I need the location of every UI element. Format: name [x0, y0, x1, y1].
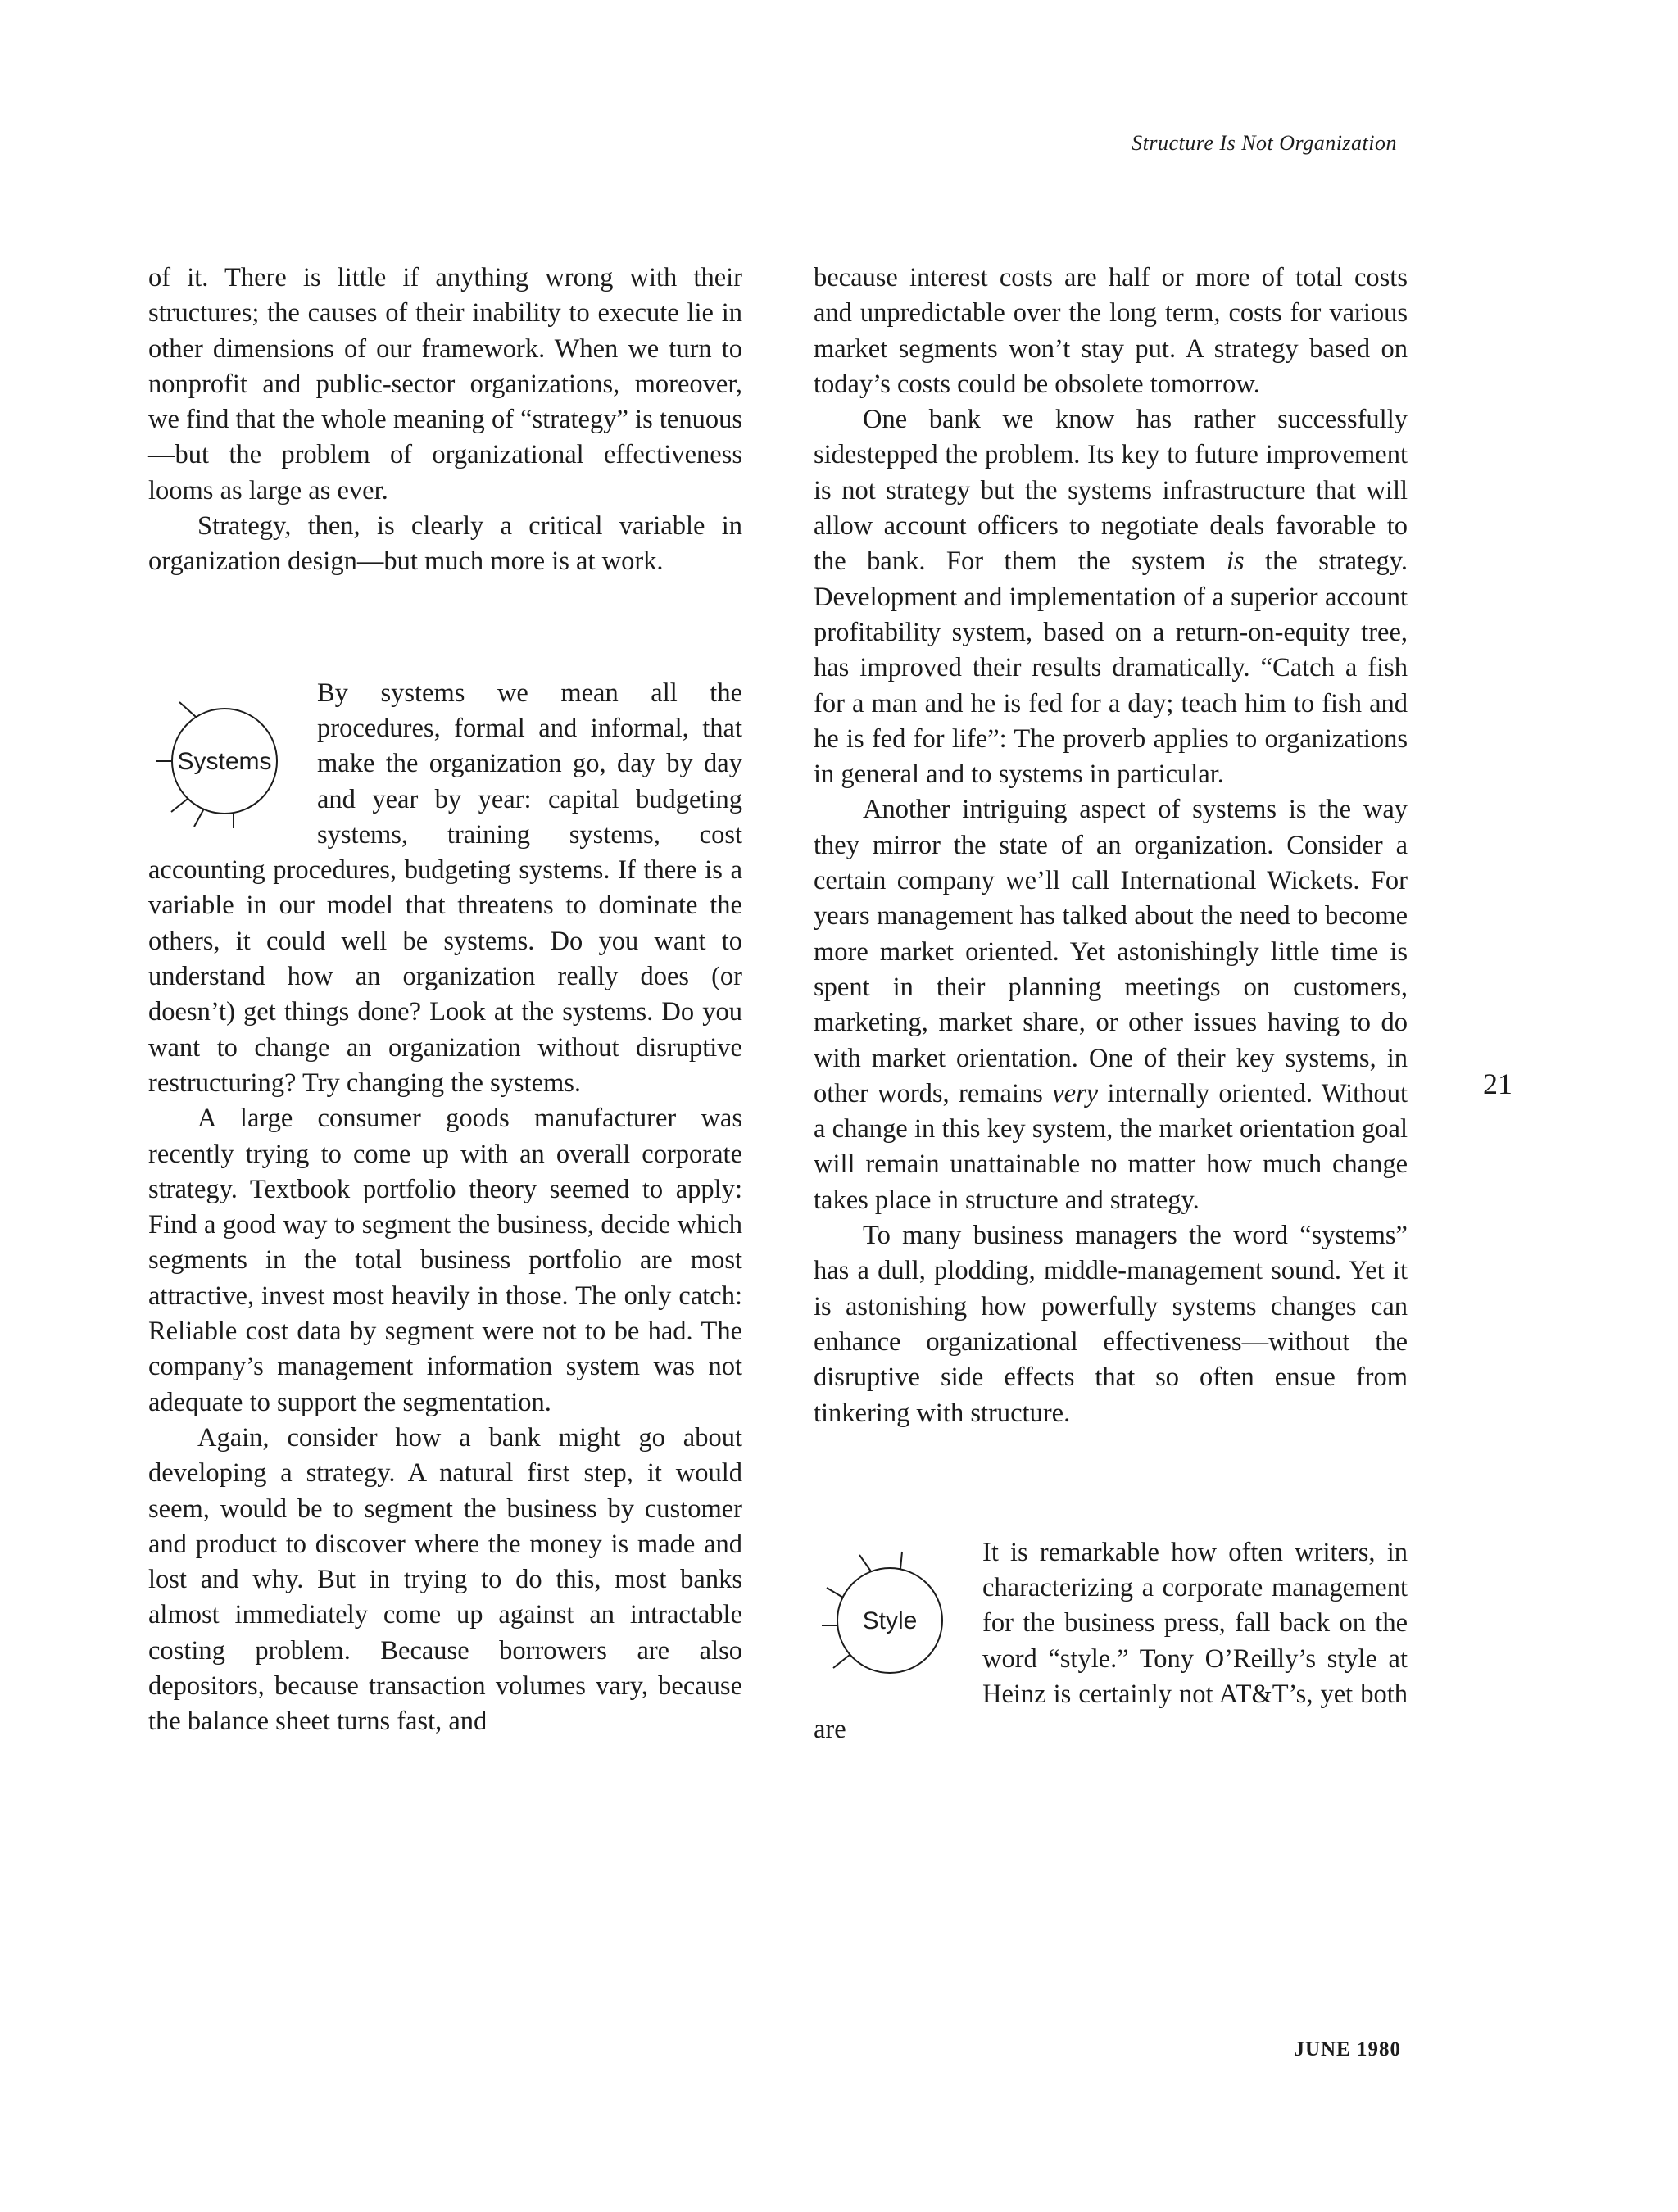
systems-section-text: By systems we mean all the procedures, formal and informal, that make the organization go, day by day and year by year: capital budgeting systems, training systems, cost accounting procedures, budgeting systems. If there is a variable in our model that threatens to dominate the others, it could well be systems. Do you want to understand how an organization really does (or doesn’t) get things done? Look at the systems. Do you want to change an organization without disruptive restructuring? Try changing the systems.: [148, 678, 742, 1098]
page-number: 21: [1483, 1067, 1512, 1100]
left-paragraph-2: Strategy, then, is clearly a critical variable in organization design—but much more is at work.: [148, 511, 742, 577]
left-paragraph-1: of it. There is little if anything wrong with their structures; the causes of their inability to execute lie in other dimensions of our framework. When we turn to nonprofit and public-sector organizations, moreover, we find that the whole meaning of “strategy” is tenuous—but the problem of organizational effectiveness looms as large as ever.: [148, 263, 742, 505]
left-paragraph-4: A large consumer goods manufacturer was recently trying to come up with an overall corporate strategy. Textbook portfolio theory seemed to apply: Find a good way to segment the business, decide which segments in the total business portfolio are most attractive, invest most heavily in those. The only catch: Reliable cost data by segment were not to be had. The company’s management information system was not adequate to support the segmentation.: [148, 1104, 742, 1417]
left-column: [148, 261, 742, 1740]
emphasis-is: is: [1226, 546, 1245, 577]
emphasis-very: very: [1052, 1078, 1099, 1108]
style-icon-label: Style: [862, 1607, 918, 1634]
style-section-icon: [804, 1540, 976, 1704]
section-gap: [814, 1431, 1408, 1535]
left-paragraph-5: Again, consider how a bank might go about developing a strategy. A natural first step, it would seem, would be to segment the business by customer and product to discover where the money is made and lost and why. But in trying to do this, most banks almost immediately come up against an intractable costing problem. Because borrowers are also depositors, because transaction volumes vary, because the balance sheet turns fast, and: [148, 1422, 742, 1737]
style-section-text: It is remarkable how often writers, in characterizing a corporate management for the business press, fall back on the word “style.” Tony O’Reilly’s style at Heinz is certainly not AT&T’s, yet both are: [814, 1537, 1408, 1745]
right-paragraph-1: because interest costs are half or more of total costs and unpredictable over the long term, costs for various market segments won’t stay put. A strategy based on today’s costs could be obsolete tomorrow.: [814, 263, 1408, 399]
right-paragraph-4: To many business managers the word “systems” has a dull, plodding, middle-management sound. Yet it is astonishing how powerfully systems changes can enhance organizational effectiveness—without the disruptive side effects that so often ensue from tinkering with structure.: [814, 1221, 1408, 1428]
systems-section-icon: [138, 681, 311, 845]
right-paragraph-3-text-b: internally oriented. Without a change in this key system, the market orientation goal will remain unattainable no matter how much change takes place in structure and strategy.: [814, 1078, 1408, 1215]
style-section-paragraph: [814, 1535, 1408, 1748]
right-paragraph-2-text-a: One bank we know has rather successfully sidestepped the problem. Its key to future improvement is not strategy but the systems infrastructure that will allow account officers to negotiate deals favorable to the bank. For them the system: [814, 405, 1408, 577]
systems-section-paragraph: [148, 676, 742, 1102]
right-paragraph-2: [814, 402, 1408, 792]
systems-icon-label: Systems: [177, 747, 272, 775]
right-column: [814, 261, 1408, 1748]
right-paragraph-3-text-a: Another intriguing aspect of systems is the way they mirror the state of an organization. Consider a certain company we’ll call International Wickets. For years management has talked about the need to become more market oriented. Yet astonishingly little time is spent in their planning meetings on customers, marketing, market share, or other issues having to do with market orientation. One of their key systems, in other words, remains: [814, 795, 1408, 1108]
section-gap: [148, 580, 742, 676]
running-head: Structure Is Not Organization: [1132, 131, 1397, 155]
issue-folio: JUNE 1980: [1294, 2038, 1401, 2060]
right-paragraph-3: [814, 792, 1408, 1218]
right-paragraph-2-text-b: the strategy. Development and implementation of a superior account profitability system, based on a return-on-equity tree, has improved their results dramatically. “Catch a fish for a man and he is fed for a day; teach him to fish and he is fed for life”: The proverb applies to organizations in general and to systems in particular.: [814, 546, 1408, 790]
